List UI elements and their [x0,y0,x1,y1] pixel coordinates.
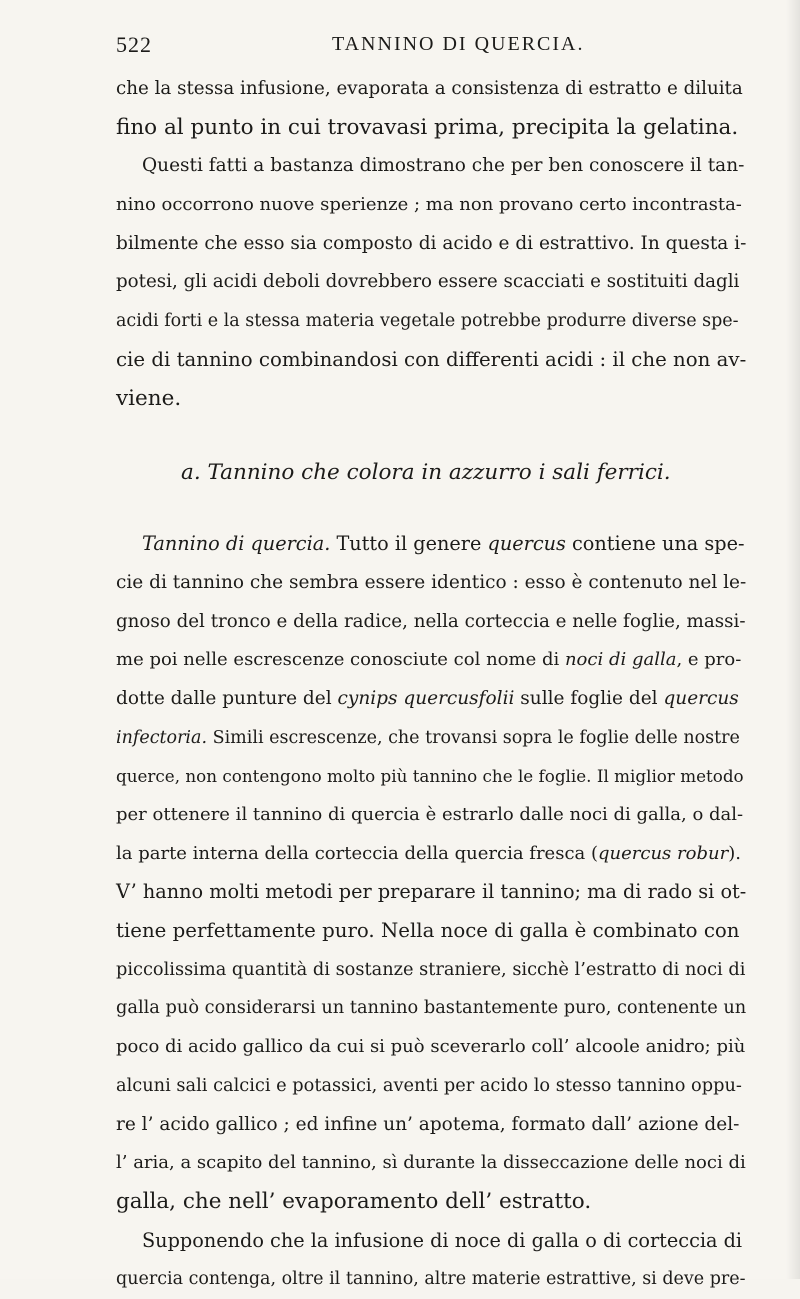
text-span: me poi nelle escrescenze conosciute col nome di [116,649,565,671]
text-line: galla, che nell’ evaporamento dell’ estratto. [116,1188,592,1214]
text-line: che la stessa infusione, evaporata a consistenza di estratto e diluita [116,78,743,99]
text-line: potesi, gli acidi deboli dovrebbero essere scacciati e sostituiti dagli [116,271,740,293]
text-line: viene. [116,385,182,411]
text-line: galla può considerarsi un tannino bastantemente puro, contenente un [116,998,747,1019]
text-span: la parte interna della corteccia della quercia fresca ( [116,842,599,864]
text-line: bilmente che esso sia composto di acido e di estrattivo. In questa i- [116,232,747,254]
text-line [116,525,746,564]
text-line: gnoso del tronco e della radice, nella corteccia e nelle foglie, massi- [116,610,746,632]
text-line: piccolissima quantità di sostanze straniere, sicchè l’estratto di noci di [116,959,746,980]
text-span: Tutto il genere [330,532,488,556]
page-header [116,32,736,62]
italic-term: Tannino di quercia. [142,532,331,556]
text-span: dotte dalle punture del [116,687,338,709]
page-body [116,70,746,1299]
page-edge-shadow [786,0,800,1279]
text-span: , e pro- [676,649,742,671]
text-line: cie di tannino combinandosi con differenti acidi : il che non av- [116,347,747,371]
italic-term: quercus [663,687,739,709]
italic-term: quercus robur [598,842,729,864]
text-line: quercia contenga, oltre il tannino, altre materie estrattive, si deve pre- [116,1269,746,1290]
text-span: contiene una spe- [565,532,745,556]
page-number: 522 [116,32,152,57]
text-line [116,835,746,874]
italic-term: infectoria. [116,727,208,748]
text-line: Questi fatti a bastanza dimostrano che per ben conoscere il tan- [142,155,745,177]
text-line [116,641,746,680]
section-subheading: a. Tannino che colora in azzurro i sali ferrici. [181,460,671,486]
text-line: l’ aria, a scapito del tannino, sì durante la disseccazione delle noci di [116,1152,746,1174]
running-head: TANNINO DI QUERCIA. [332,33,585,55]
text-line: poco di acido gallico da cui si può sceverarlo coll’ alcoole anidro; più [116,1036,746,1058]
text-line: acidi forti e la stessa materia vegetale potrebbe produrre diverse spe- [116,311,739,332]
italic-term: noci di galla [564,649,677,671]
text-line: per ottenere il tannino di quercia è estrarlo dalle noci di galla, o dal- [116,804,744,825]
text-span: ). [728,842,741,864]
text-line: nino occorrono nuove sperienze ; ma non provano certo incontrasta- [116,194,742,216]
text-span: Simili escrescenze, che trovansi sopra le foglie delle nostre [207,727,740,748]
text-line [116,680,746,719]
text-line: Supponendo che la infusione di noce di galla o di corteccia di [142,1228,743,1252]
italic-term: quercus [487,532,566,556]
text-line [116,719,746,758]
text-line: tiene perfettamente puro. Nella noce di galla è combinato con [116,919,740,943]
text-span: sulle foglie del [514,687,664,709]
text-line: cie di tannino che sembra essere identico : esso è contenuto nel le- [116,571,747,593]
text-line: V’ hanno molti metodi per preparare il tannino; ma di rado si ot- [116,880,747,904]
text-line: querce, non contengono molto più tannino che le foglie. Il miglior metodo [116,766,744,787]
italic-term: cynips quercusfolii [337,687,515,709]
text-line: alcuni sali calcici e potassici, aventi per acido lo stesso tannino oppu- [116,1075,742,1096]
text-line: fino al punto in cui trovavasi prima, precipita la gelatina. [116,114,739,140]
text-line: re l’ acido gallico ; ed infine un’ apotema, formato dall’ azione del- [116,1113,740,1135]
